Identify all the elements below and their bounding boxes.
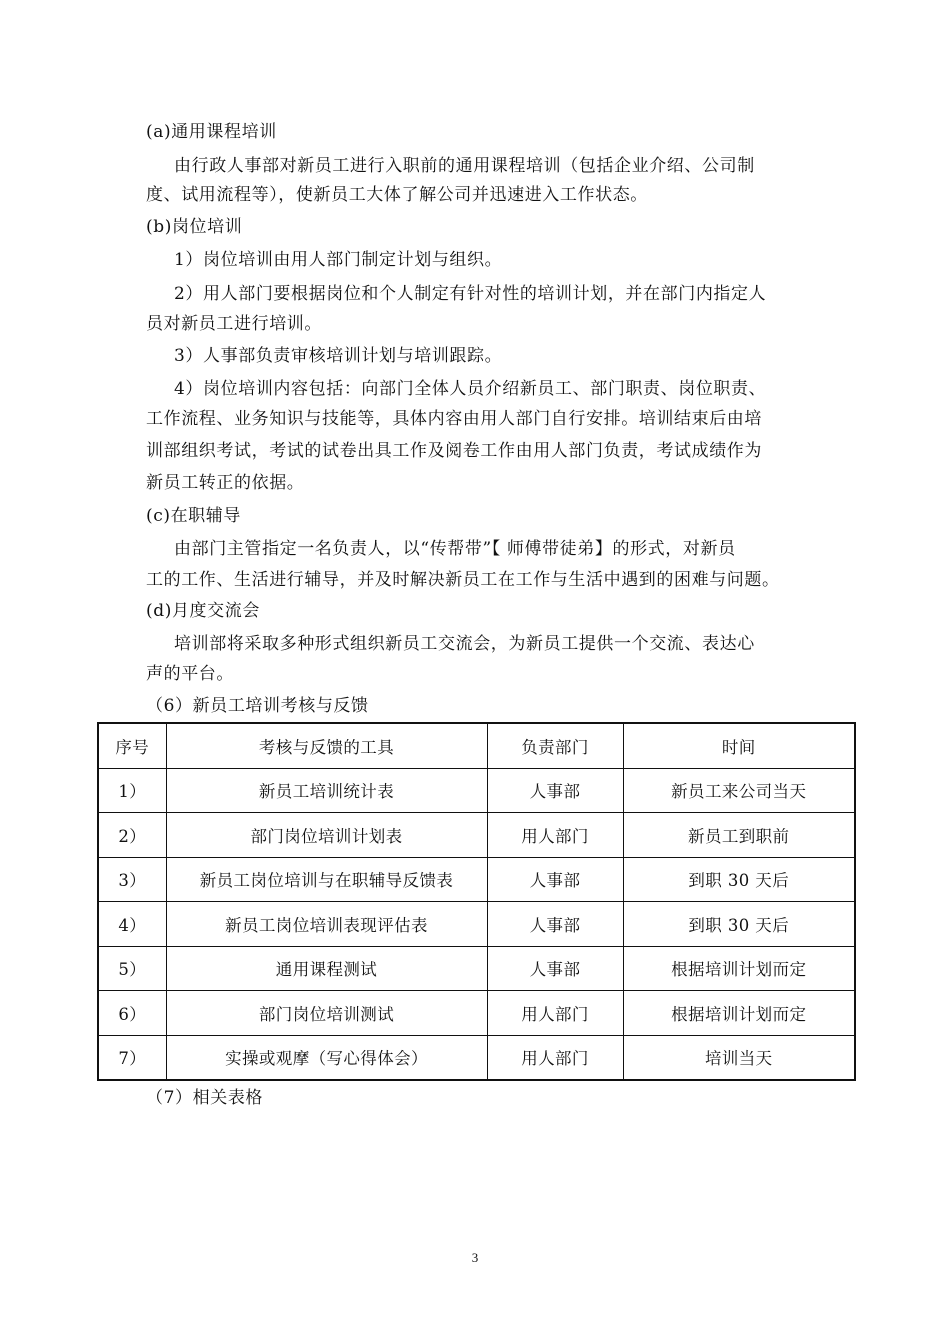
- paragraph-a-line2: 度、试用流程等），使新员工大体了解公司并迅速进入工作状态。: [146, 185, 648, 205]
- header-time: 时间: [623, 723, 855, 768]
- page-number: 3: [471, 1250, 479, 1265]
- table-row: [98, 768, 855, 813]
- paragraph-b-item3: 3）人事部负责审核培训计划与培训跟踪。: [174, 346, 503, 366]
- cell-tool: 部门岗位培训计划表: [166, 813, 487, 858]
- table-header-row: [98, 723, 855, 768]
- heading-c: (c)在职辅导: [146, 506, 241, 526]
- paragraph-b-item4-line4: 新员工转正的依据。: [146, 473, 305, 493]
- heading-b: (b)岗位培训: [146, 217, 243, 237]
- heading-d: (d)月度交流会: [146, 601, 260, 621]
- cell-department: 用人部门: [487, 813, 623, 858]
- paragraph-b-item2-line1: 2）用人部门要根据岗位和个人制定有针对性的培训计划，并在部门内指定人: [174, 284, 767, 304]
- cell-department: 人事部: [487, 857, 623, 902]
- paragraph-b-item2-line2: 员对新员工进行培训。: [146, 314, 322, 334]
- cell-department: 人事部: [487, 946, 623, 991]
- heading-a: (a)通用课程培训: [146, 122, 277, 142]
- cell-time: 到职 30 天后: [623, 902, 855, 947]
- table-row: [98, 1035, 855, 1080]
- cell-index: 4）: [98, 902, 166, 947]
- cell-time: 培训当天: [623, 1035, 855, 1080]
- cell-department: 用人部门: [487, 1035, 623, 1080]
- table-row: [98, 991, 855, 1036]
- paragraph-c-line2: 工的工作、生活进行辅导，并及时解决新员工在工作与生活中遇到的困难与问题。: [146, 570, 780, 590]
- section-7-title: （7）相关表格: [146, 1088, 264, 1108]
- table-row: [98, 813, 855, 858]
- cell-tool: 通用课程测试: [166, 946, 487, 991]
- header-index: 序号: [98, 723, 166, 768]
- cell-index: 2）: [98, 813, 166, 858]
- table-row: [98, 946, 855, 991]
- cell-index: 1）: [98, 768, 166, 813]
- cell-time: 根据培训计划而定: [623, 991, 855, 1036]
- cell-time: 根据培训计划而定: [623, 946, 855, 991]
- paragraph-b-item4-line2: 工作流程、业务知识与技能等，具体内容由用人部门自行安排。培训结束后由培: [146, 409, 762, 429]
- paragraph-b-item4-line3: 训部组织考试，考试的试卷出具工作及阅卷工作由用人部门负责，考试成绩作为: [146, 441, 762, 461]
- cell-index: 7）: [98, 1035, 166, 1080]
- paragraph-c-line1: 由部门主管指定一名负责人，以“传帮带”【 师傅带徒弟】的形式，对新员: [174, 539, 736, 559]
- cell-index: 5）: [98, 946, 166, 991]
- paragraph-a-line1: 由行政人事部对新员工进行入职前的通用课程培训（包括企业介绍、公司制: [174, 156, 755, 176]
- cell-tool: 新员工岗位培训表现评估表: [166, 902, 487, 947]
- table-row: [98, 857, 855, 902]
- cell-time: 到职 30 天后: [623, 857, 855, 902]
- cell-department: 用人部门: [487, 991, 623, 1036]
- cell-time: 新员工到职前: [623, 813, 855, 858]
- header-department: 负责部门: [487, 723, 623, 768]
- cell-tool: 新员工岗位培训与在职辅导反馈表: [166, 857, 487, 902]
- cell-index: 3）: [98, 857, 166, 902]
- header-tool: 考核与反馈的工具: [166, 723, 487, 768]
- paragraph-d-line1: 培训部将采取多种形式组织新员工交流会，为新员工提供一个交流、表达心: [174, 634, 755, 654]
- paragraph-b-item4-line1: 4）岗位培训内容包括：向部门全体人员介绍新员工、部门职责、岗位职责、: [174, 379, 767, 399]
- cell-time: 新员工来公司当天: [623, 768, 855, 813]
- paragraph-b-item1: 1）岗位培训由用人部门制定计划与组织。: [174, 250, 503, 270]
- training-feedback-table: [97, 722, 856, 1081]
- cell-tool: 新员工培训统计表: [166, 768, 487, 813]
- section-6-title: （6）新员工培训考核与反馈: [146, 696, 369, 716]
- cell-index: 6）: [98, 991, 166, 1036]
- table-row: [98, 902, 855, 947]
- cell-department: 人事部: [487, 768, 623, 813]
- cell-department: 人事部: [487, 902, 623, 947]
- cell-tool: 实操或观摩（写心得体会）: [166, 1035, 487, 1080]
- cell-tool: 部门岗位培训测试: [166, 991, 487, 1036]
- paragraph-d-line2: 声的平台。: [146, 664, 234, 684]
